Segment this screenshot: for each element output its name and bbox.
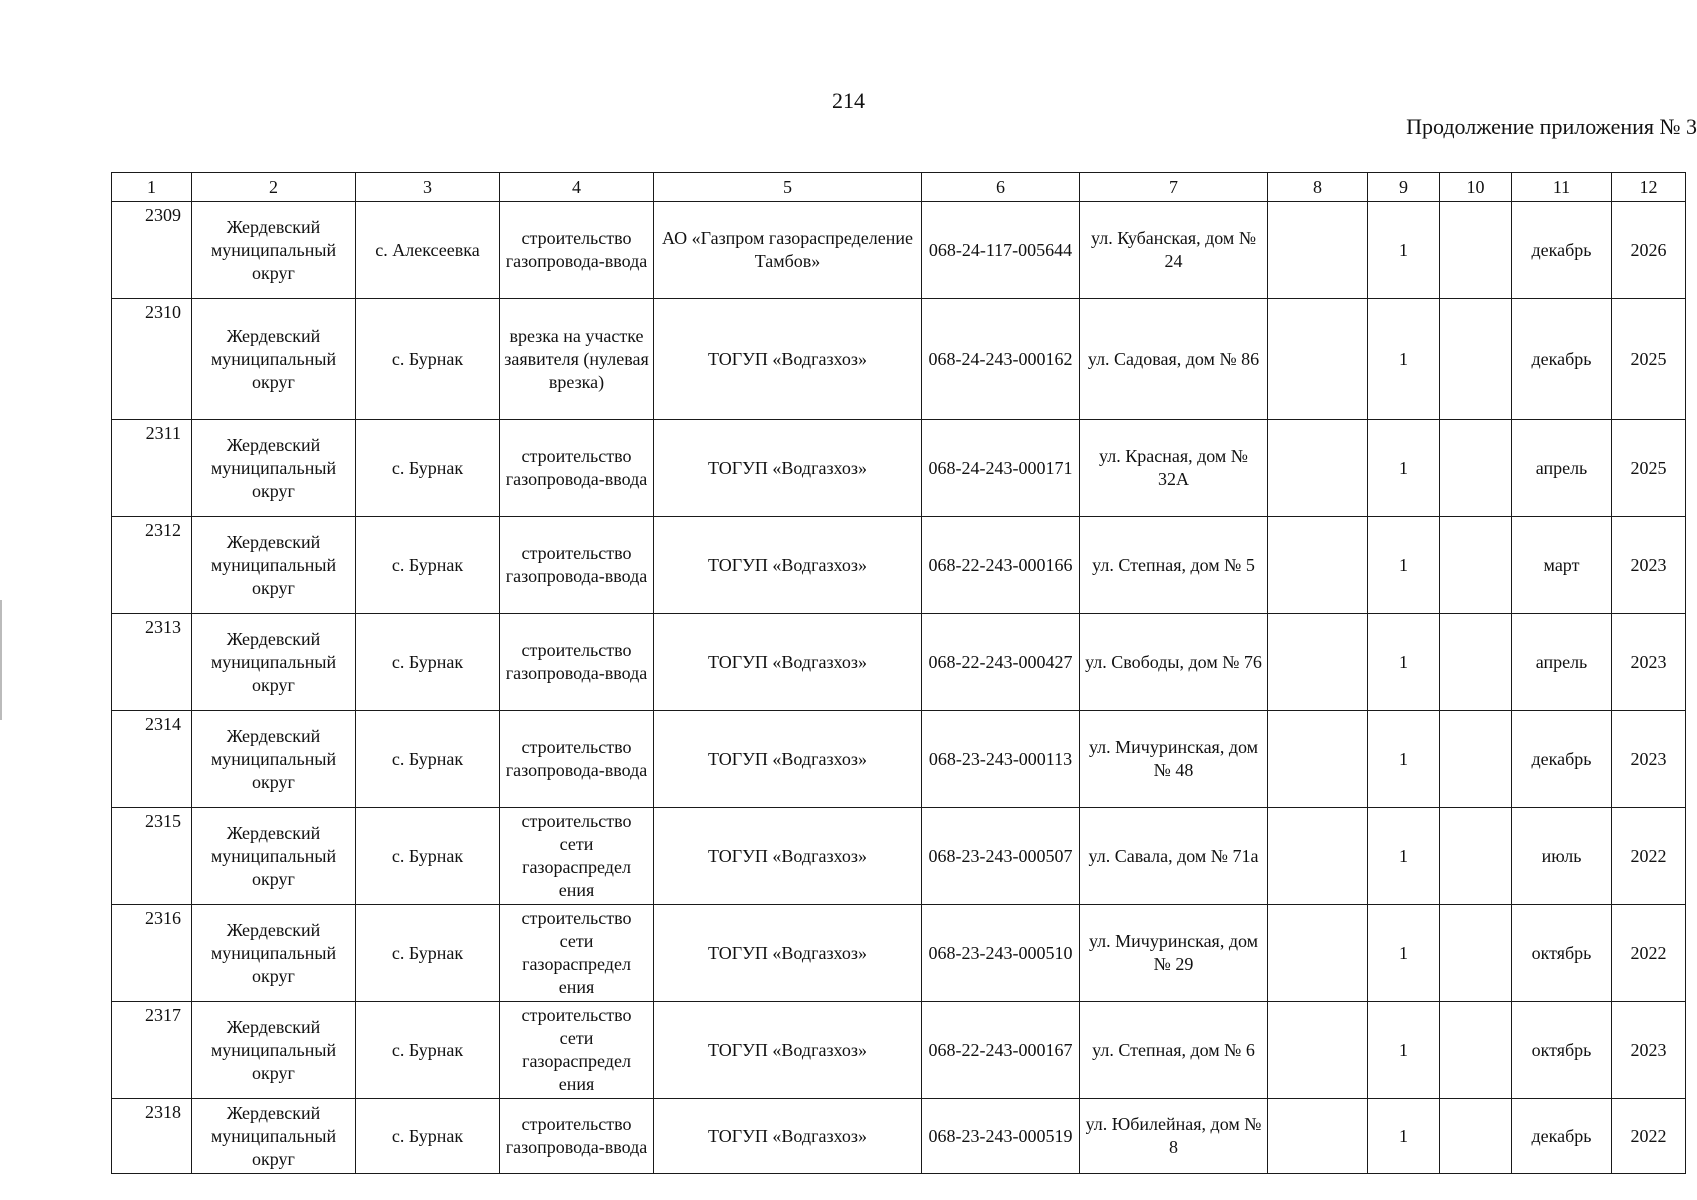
column-header: 11 [1512,173,1612,202]
organization-cell: ТОГУП «Водгазхоз» [654,299,922,420]
address-cell: ул. Юбилейная, дом № 8 [1080,1099,1268,1174]
district-cell: Жердевский муниципальный округ [192,202,356,299]
month-cell: июль [1512,808,1612,905]
work-type-cell: строительство газопровода-ввода [500,614,654,711]
column-10-cell [1440,905,1512,1002]
year-cell: 2022 [1612,1099,1686,1174]
object-code-cell: 068-22-243-000166 [922,517,1080,614]
table-row [112,420,1686,517]
settlement-cell: с. Бурнак [356,905,500,1002]
object-code-cell: 068-24-117-005644 [922,202,1080,299]
address-cell: ул. Мичуринская, дом № 48 [1080,711,1268,808]
organization-cell: ТОГУП «Водгазхоз» [654,711,922,808]
month-cell: декабрь [1512,1099,1612,1174]
settlement-cell: с. Бурнак [356,420,500,517]
organization-cell: ТОГУП «Водгазхоз» [654,808,922,905]
column-10-cell [1440,1099,1512,1174]
year-cell: 2023 [1612,711,1686,808]
registry-table [111,172,1686,1174]
table-row [112,711,1686,808]
column-10-cell [1440,517,1512,614]
column-8-cell [1268,420,1368,517]
district-cell: Жердевский муниципальный округ [192,808,356,905]
year-cell: 2022 [1612,905,1686,1002]
settlement-cell: с. Бурнак [356,614,500,711]
address-cell: ул. Степная, дом № 6 [1080,1002,1268,1099]
organization-cell: ТОГУП «Водгазхоз» [654,1002,922,1099]
header-row [112,173,1686,202]
year-cell: 2023 [1612,517,1686,614]
quantity-cell: 1 [1368,1099,1440,1174]
table-row [112,1099,1686,1174]
object-code-cell: 068-22-243-000427 [922,614,1080,711]
column-8-cell [1268,517,1368,614]
district-cell: Жердевский муниципальный округ [192,711,356,808]
row-number: 2317 [112,1002,192,1099]
column-8-cell [1268,202,1368,299]
quantity-cell: 1 [1368,517,1440,614]
settlement-cell: с. Бурнак [356,517,500,614]
settlement-cell: с. Бурнак [356,711,500,808]
column-8-cell [1268,299,1368,420]
column-10-cell [1440,299,1512,420]
object-code-cell: 068-24-243-000171 [922,420,1080,517]
table-row [112,905,1686,1002]
column-header: 1 [112,173,192,202]
year-cell: 2025 [1612,420,1686,517]
column-header: 5 [654,173,922,202]
column-10-cell [1440,202,1512,299]
month-cell: декабрь [1512,299,1612,420]
row-number: 2311 [112,420,192,517]
address-cell: ул. Степная, дом № 5 [1080,517,1268,614]
table-row [112,299,1686,420]
row-number: 2314 [112,711,192,808]
organization-cell: АО «Газпром газораспределение Тамбов» [654,202,922,299]
column-header: 4 [500,173,654,202]
year-cell: 2023 [1612,614,1686,711]
row-number: 2316 [112,905,192,1002]
organization-cell: ТОГУП «Водгазхоз» [654,1099,922,1174]
column-header: 10 [1440,173,1512,202]
quantity-cell: 1 [1368,299,1440,420]
row-number: 2310 [112,299,192,420]
district-cell: Жердевский муниципальный округ [192,517,356,614]
object-code-cell: 068-22-243-000167 [922,1002,1080,1099]
column-8-cell [1268,1099,1368,1174]
district-cell: Жердевский муниципальный округ [192,614,356,711]
district-cell: Жердевский муниципальный округ [192,1099,356,1174]
column-8-cell [1268,905,1368,1002]
month-cell: декабрь [1512,202,1612,299]
organization-cell: ТОГУП «Водгазхоз» [654,517,922,614]
row-number: 2309 [112,202,192,299]
work-type-cell: врезка на участке заявителя (нулевая врезка) [500,299,654,420]
column-header: 6 [922,173,1080,202]
month-cell: апрель [1512,614,1612,711]
column-header: 3 [356,173,500,202]
row-number: 2312 [112,517,192,614]
settlement-cell: с. Бурнак [356,1002,500,1099]
organization-cell: ТОГУП «Водгазхоз» [654,420,922,517]
table-row [112,517,1686,614]
column-8-cell [1268,614,1368,711]
quantity-cell: 1 [1368,905,1440,1002]
work-type-cell: строительство сети газораспредел ения [500,905,654,1002]
work-type-cell: строительство газопровода-ввода [500,202,654,299]
object-code-cell: 068-23-243-000510 [922,905,1080,1002]
settlement-cell: с. Алексеевка [356,202,500,299]
district-cell: Жердевский муниципальный округ [192,1002,356,1099]
table-row [112,202,1686,299]
quantity-cell: 1 [1368,202,1440,299]
settlement-cell: с. Бурнак [356,1099,500,1174]
month-cell: декабрь [1512,711,1612,808]
year-cell: 2022 [1612,808,1686,905]
settlement-cell: с. Бурнак [356,299,500,420]
quantity-cell: 1 [1368,1002,1440,1099]
address-cell: ул. Садовая, дом № 86 [1080,299,1268,420]
column-header: 7 [1080,173,1268,202]
object-code-cell: 068-23-243-000519 [922,1099,1080,1174]
quantity-cell: 1 [1368,420,1440,517]
column-10-cell [1440,808,1512,905]
quantity-cell: 1 [1368,711,1440,808]
page-number: 214 [832,88,865,113]
organization-cell: ТОГУП «Водгазхоз» [654,614,922,711]
row-number: 2318 [112,1099,192,1174]
district-cell: Жердевский муниципальный округ [192,420,356,517]
continuation-heading: Продолжение приложения № 3 [1406,114,1697,139]
work-type-cell: строительство газопровода-ввода [500,420,654,517]
year-cell: 2026 [1612,202,1686,299]
organization-cell: ТОГУП «Водгазхоз» [654,905,922,1002]
column-header: 12 [1612,173,1686,202]
column-10-cell [1440,614,1512,711]
settlement-cell: с. Бурнак [356,808,500,905]
month-cell: апрель [1512,420,1612,517]
address-cell: ул. Савала, дом № 71а [1080,808,1268,905]
column-8-cell [1268,1002,1368,1099]
district-cell: Жердевский муниципальный округ [192,299,356,420]
year-cell: 2023 [1612,1002,1686,1099]
object-code-cell: 068-24-243-000162 [922,299,1080,420]
quantity-cell: 1 [1368,808,1440,905]
object-code-cell: 068-23-243-000507 [922,808,1080,905]
scan-edge-mark [0,600,2,720]
work-type-cell: строительство сети газораспредел ения [500,1002,654,1099]
month-cell: октябрь [1512,1002,1612,1099]
work-type-cell: строительство газопровода-ввода [500,1099,654,1174]
address-cell: ул. Свободы, дом № 76 [1080,614,1268,711]
column-10-cell [1440,1002,1512,1099]
work-type-cell: строительство сети газораспредел ения [500,808,654,905]
column-header: 8 [1268,173,1368,202]
table-row [112,614,1686,711]
address-cell: ул. Мичуринская, дом № 29 [1080,905,1268,1002]
year-cell: 2025 [1612,299,1686,420]
column-10-cell [1440,420,1512,517]
column-8-cell [1268,711,1368,808]
column-10-cell [1440,711,1512,808]
quantity-cell: 1 [1368,614,1440,711]
column-8-cell [1268,808,1368,905]
table-row [112,808,1686,905]
object-code-cell: 068-23-243-000113 [922,711,1080,808]
address-cell: ул. Красная, дом № 32А [1080,420,1268,517]
work-type-cell: строительство газопровода-ввода [500,711,654,808]
district-cell: Жердевский муниципальный округ [192,905,356,1002]
work-type-cell: строительство газопровода-ввода [500,517,654,614]
month-cell: март [1512,517,1612,614]
table-row [112,1002,1686,1099]
address-cell: ул. Кубанская, дом № 24 [1080,202,1268,299]
column-header: 2 [192,173,356,202]
row-number: 2313 [112,614,192,711]
column-header: 9 [1368,173,1440,202]
month-cell: октябрь [1512,905,1612,1002]
row-number: 2315 [112,808,192,905]
